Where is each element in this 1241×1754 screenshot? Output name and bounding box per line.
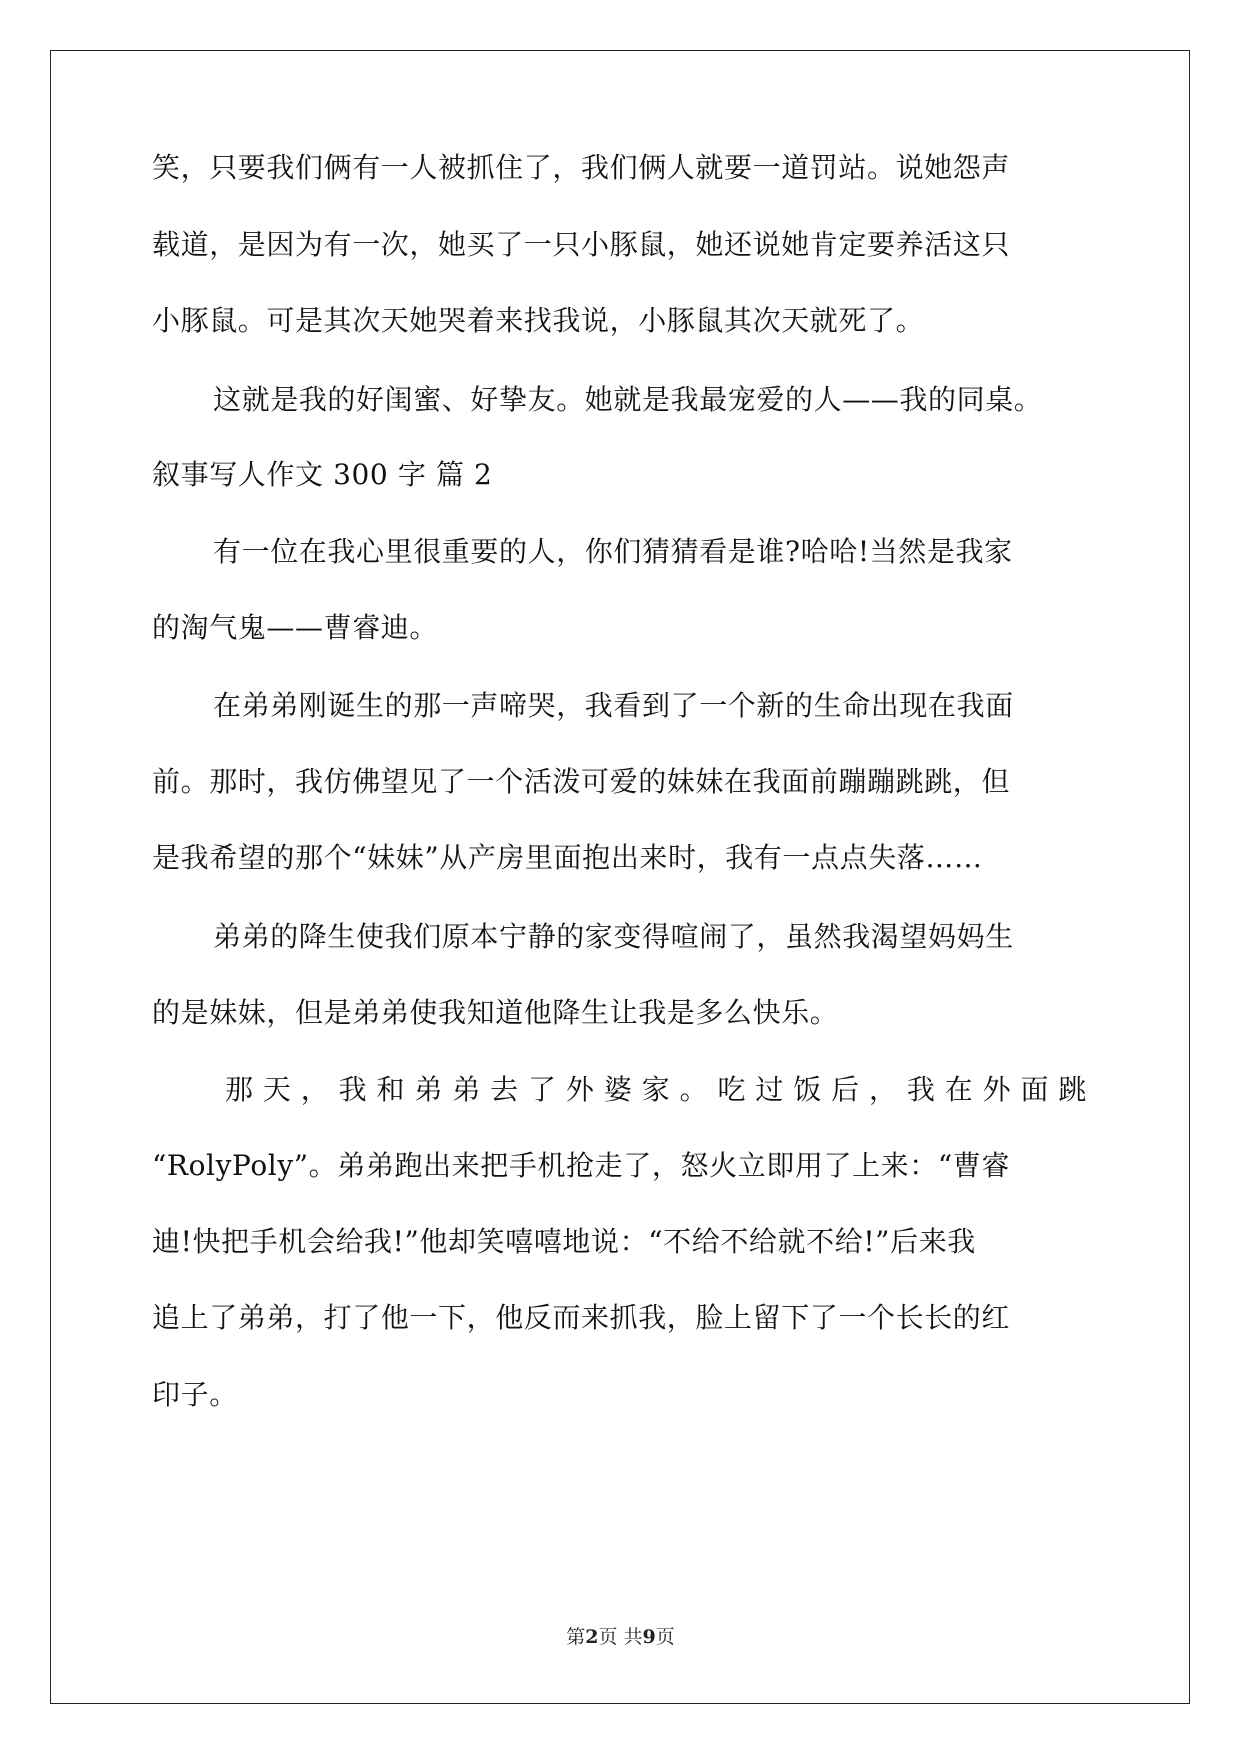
text-line: 的是妹妹，但是弟弟使我知道他降生让我是多么快乐。: [152, 996, 839, 1029]
section-heading: 叙事写人作文 300 字 篇 2: [152, 458, 493, 491]
paragraph-first-line: 弟弟的降生使我们原本宁静的家变得喧闹了，虽然我渴望妈妈生: [213, 920, 1014, 953]
text-line: 追上了弟弟，打了他一下，他反而来抓我，脸上留下了一个长长的红: [152, 1301, 1011, 1334]
text-line: “RolyPoly”。弟弟跑出来把手机抢走了，怒火立即用了上来：“曹睿: [152, 1149, 1010, 1182]
text-line: 的淘气鬼——曹睿迪。: [152, 611, 439, 644]
paragraph-first-line: 在弟弟刚诞生的那一声啼哭，我看到了一个新的生命出现在我面: [213, 689, 1014, 722]
paragraph-first-line: 这就是我的好闺蜜、好挚友。她就是我最宠爱的人——我的同桌。: [213, 383, 1043, 416]
paragraph-first-line: 那天，我和弟弟去了外婆家。吃过饭后，我在外面跳: [225, 1073, 1087, 1106]
current-page-number: 2: [585, 1626, 599, 1648]
text-line: 印子。: [152, 1378, 238, 1411]
paragraph-first-line: 有一位在我心里很重要的人，你们猜猜看是谁?哈哈!当然是我家: [213, 535, 1013, 568]
page-footer: [0, 1625, 1241, 1649]
text-line: 迪!快把手机会给我!”他却笑嘻嘻地说：“不给不给就不给!”后来我: [152, 1225, 976, 1258]
total-page-count: 9: [642, 1626, 656, 1648]
footer-prefix: 第: [566, 1626, 586, 1648]
footer-suffix: 页: [655, 1626, 675, 1648]
text-line: 载道，是因为有一次，她买了一只小豚鼠，她还说她肯定要养活这只: [152, 228, 1011, 261]
text-line: 是我希望的那个“妹妹”从产房里面抱出来时，我有一点点失落……: [152, 841, 983, 874]
text-line: 前。那时，我仿佛望见了一个活泼可爱的妹妹在我面前蹦蹦跳跳，但: [152, 765, 1011, 798]
text-line: 笑，只要我们俩有一人被抓住了，我们俩人就要一道罚站。说她怨声: [152, 151, 1011, 184]
text-line: 小豚鼠。可是其次天她哭着来找我说，小豚鼠其次天就死了。: [152, 304, 925, 337]
footer-middle: 页 共: [598, 1626, 643, 1648]
